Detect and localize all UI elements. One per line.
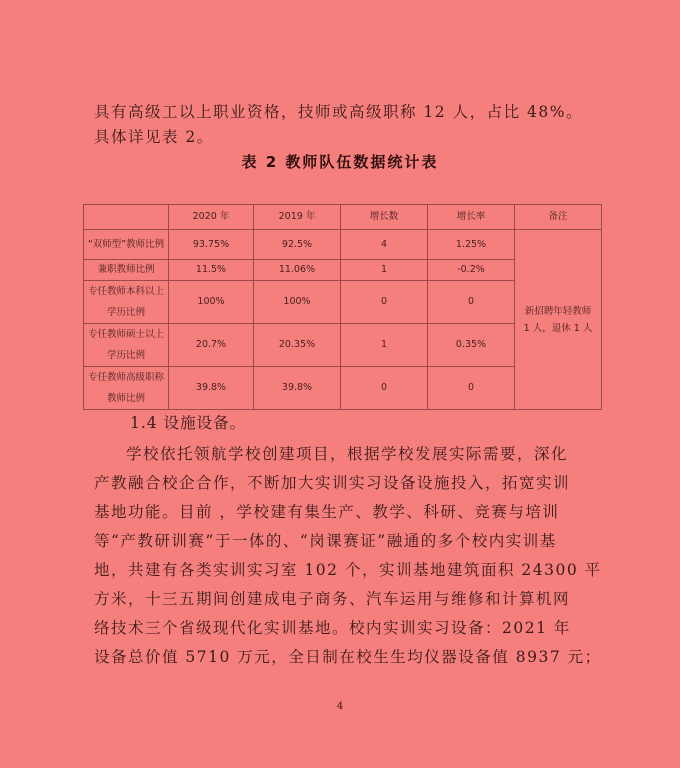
section-heading: 1.4 设施设备。 xyxy=(130,414,247,432)
cell-2019: 100% xyxy=(254,281,341,324)
cell-rate: -0.2% xyxy=(428,260,515,281)
intro-line-1: 具有高级工以上职业资格，技师或高级职称 12 人，占比 48%。 xyxy=(94,103,583,121)
header-cell-rate: 增长率 xyxy=(428,205,515,230)
paragraph-line: 地，共建有各类实训实习室 102 个，实训基地建筑面积 24300 平 xyxy=(94,561,602,579)
cell-growth: 0 xyxy=(341,281,428,324)
cell-rate: 0.35% xyxy=(428,324,515,367)
cell-2020: 39.8% xyxy=(169,367,254,410)
row-label: “双师型”教师比例 xyxy=(84,230,169,260)
cell-rate: 0 xyxy=(428,281,515,324)
cell-growth: 0 xyxy=(341,367,428,410)
paragraph-line: 基地功能。目前 ，学校建有集生产、教学、科研、竞赛与培训 xyxy=(94,503,560,521)
header-cell-blank xyxy=(84,205,169,230)
cell-rate: 0 xyxy=(428,367,515,410)
header-cell-note: 备注 xyxy=(515,205,602,230)
header-cell-2019: 2019 年 xyxy=(254,205,341,230)
cell-growth: 1 xyxy=(341,324,428,367)
cell-2020: 93.75% xyxy=(169,230,254,260)
cell-2019: 20.35% xyxy=(254,324,341,367)
cell-2019: 39.8% xyxy=(254,367,341,410)
header-cell-growth: 增长数 xyxy=(341,205,428,230)
teacher-stats-table xyxy=(83,204,602,410)
cell-growth: 1 xyxy=(341,260,428,281)
page-number: 4 xyxy=(336,701,344,712)
table-row xyxy=(84,230,602,260)
cell-2019: 92.5% xyxy=(254,230,341,260)
paragraph-line: 学校依托领航学校创建项目，根据学校发展实际需要，深化 xyxy=(126,445,569,463)
paragraph-line: 产教融合校企合作，不断加大实训实习设备设施投入，拓宽实训 xyxy=(94,474,571,492)
cell-2020: 11.5% xyxy=(169,260,254,281)
paragraph-line: 络技术三个省级现代化实训基地。校内实训实习设备：2021 年 xyxy=(94,619,571,637)
note-cell: 新招聘年轻教师 1 人，退休 1 人 xyxy=(515,230,602,410)
cell-2020: 20.7% xyxy=(169,324,254,367)
cell-2019: 11.06% xyxy=(254,260,341,281)
row-label: 专任教师本科以上学历比例 xyxy=(84,281,169,324)
table-title: 表 2 教师队伍数据统计表 xyxy=(241,153,439,171)
table-header-row xyxy=(84,205,602,230)
cell-2020: 100% xyxy=(169,281,254,324)
row-label: 专任教师高级职称教师比例 xyxy=(84,367,169,410)
paragraph-line: 方米，十三五期间创建成电子商务、汽车运用与维修和计算机网 xyxy=(94,590,571,608)
paragraph-line: 等“产教研训赛”于一体的、“岗课赛证”融通的多个校内实训基 xyxy=(94,532,557,550)
intro-line-2: 具体详见表 2。 xyxy=(94,128,214,146)
cell-rate: 1.25% xyxy=(428,230,515,260)
row-label: 专任教师硕士以上学历比例 xyxy=(84,324,169,367)
row-label: 兼职教师比例 xyxy=(84,260,169,281)
cell-growth: 4 xyxy=(341,230,428,260)
paragraph-line: 设备总价值 5710 万元，全日制在校生生均仪器设备值 8937 元； xyxy=(94,648,602,666)
header-cell-2020: 2020 年 xyxy=(169,205,254,230)
